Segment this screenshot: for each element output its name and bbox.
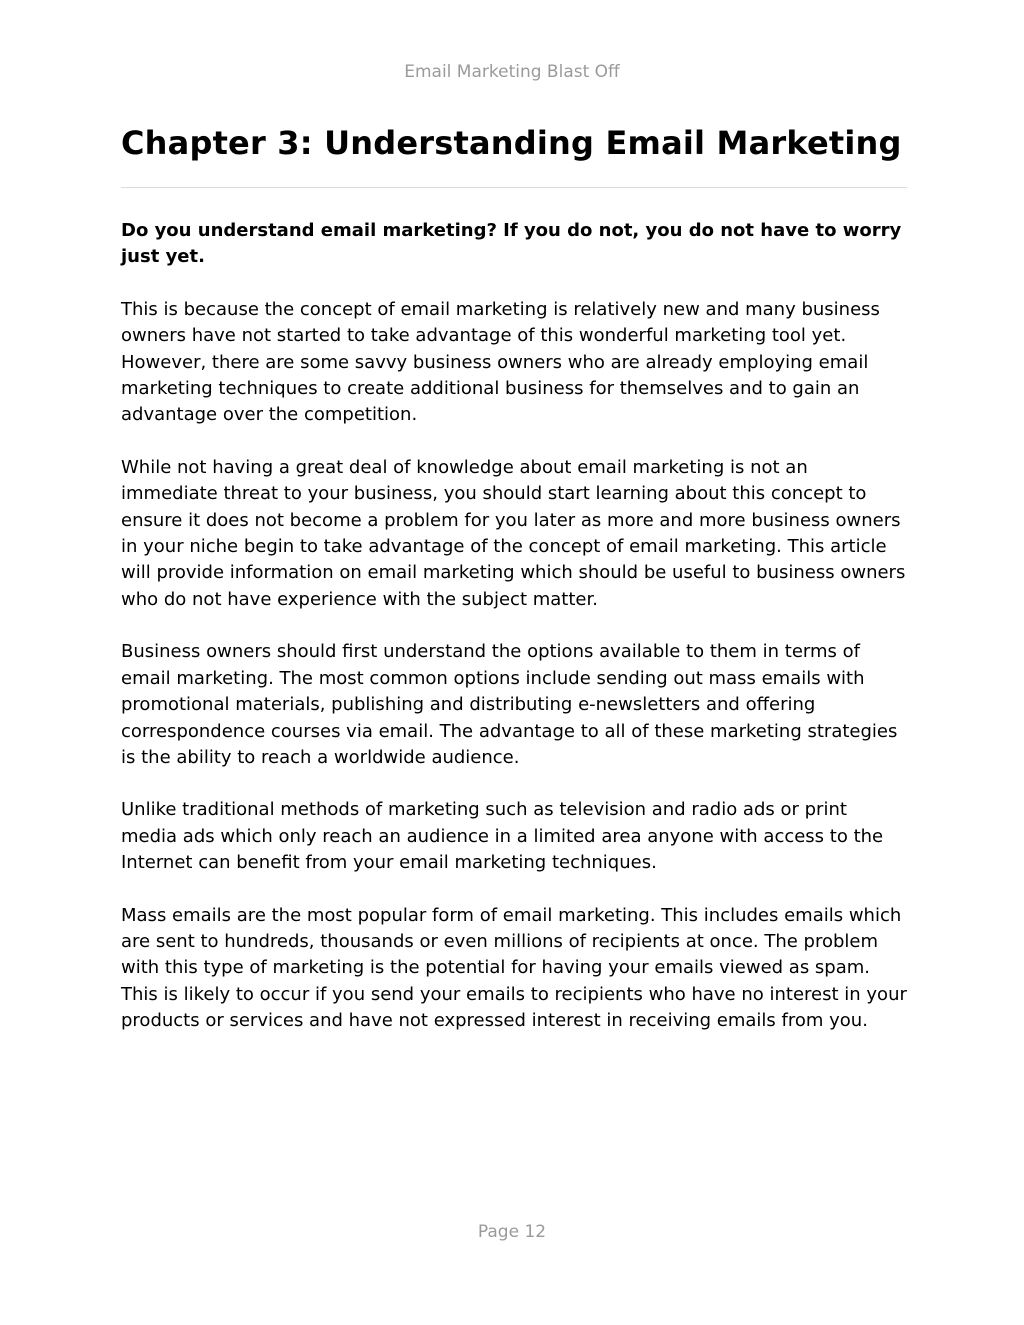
body-paragraph: While not having a great deal of knowledge about email marketing is not an immediate threat to your business, you should start learning about this concept to ensure it does not become a problem for you later as more and more business owners in your niche begin to take advantage of the concept of email marketing. This article will provide information on email marketing which should be useful to business owners who do not have experience with the subject matter. [121,456,906,610]
body-paragraph: Business owners should first understand the options available to them in terms of email marketing. The most common options include sending out mass emails with promotional materials, publishing and distributing e-newsletters and offering correspondence courses via email. The advantage to all of these marketing strategies is the ability to reach a worldwide audience. [121,641,898,768]
body-paragraph: This is because the concept of email marketing is relatively new and many business owners have not started to take advantage of this wonderful marketing tool yet. However, there are some savvy business owners who are already employing email marketing techniques to create additional business for themselves and to gain an advantage over the competition. [121,298,880,426]
chapter-title: Chapter 3: Understanding Email Marketing [121,124,902,162]
page-number: Page 12 [477,1222,547,1242]
title-divider [121,187,907,188]
page-content [121,121,907,1035]
lead-paragraph: Do you understand email marketing? If you do not, you do not have to worry just yet. [121,220,902,268]
body-paragraph: Mass emails are the most popular form of email marketing. This includes emails which are sent to hundreds, thousands or even millions of recipients at once. The problem with this type of marketing is the potential for having your emails viewed as spam. This is likely to occur if you send your emails to recipients who have no interest in your products or services and have not expressed interest in receiving emails from you. [121,904,907,1032]
body-paragraph: Unlike traditional methods of marketing such as television and radio ads or print media ads which only reach an audience in a limited area anyone with access to the Internet can benefit from your email marketing techniques. [121,799,884,874]
running-header: Email Marketing Blast Off [404,62,620,82]
